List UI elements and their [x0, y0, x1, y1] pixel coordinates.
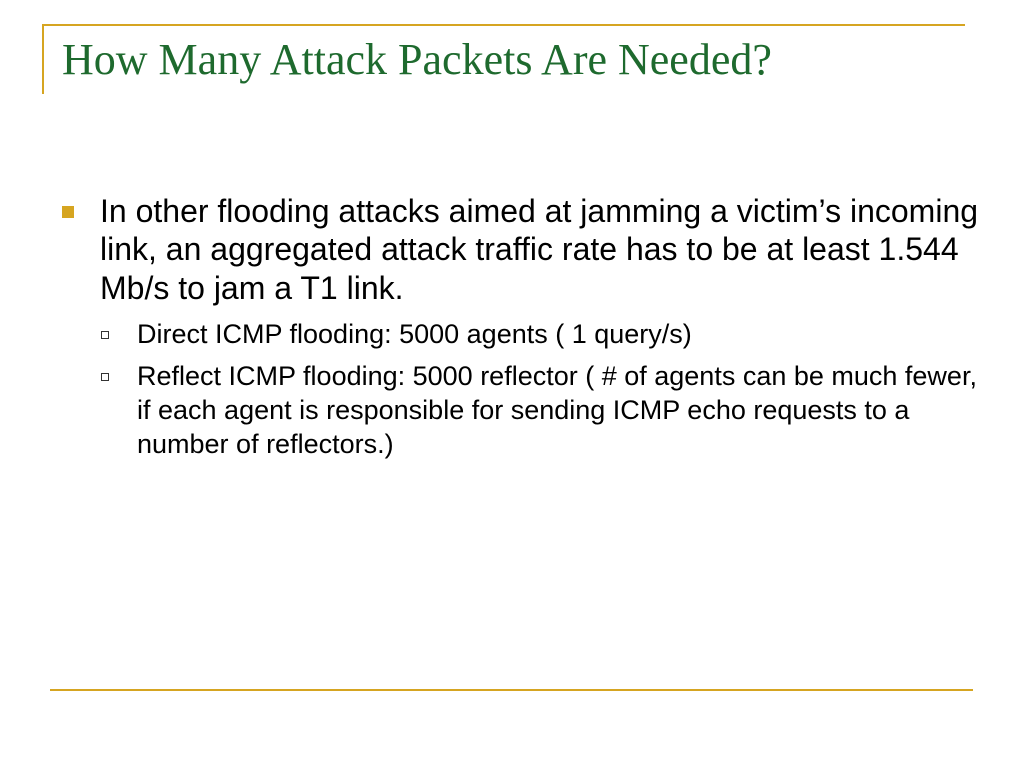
slide-title: How Many Attack Packets Are Needed? — [62, 35, 772, 84]
slide-body — [62, 192, 982, 469]
bullet-item — [62, 192, 982, 307]
frame-left-rule — [42, 24, 44, 94]
frame-bottom-rule — [50, 689, 973, 691]
sub-bullet-item — [100, 359, 982, 461]
square-bullet-icon — [62, 206, 74, 218]
sub-bullet-text: Reflect ICMP flooding: 5000 reflector ( # of agents can be much fewer, if each agent is responsible for sending ICMP echo requests to a number of reflectors.) — [137, 361, 977, 460]
hollow-square-bullet-icon — [101, 331, 109, 339]
sub-bullet-text: Direct ICMP flooding: 5000 agents ( 1 query/s) — [137, 319, 692, 350]
hollow-square-bullet-icon — [101, 373, 109, 381]
sub-bullet-item — [100, 317, 982, 351]
frame-top-rule — [42, 24, 965, 26]
bullet-text: In other flooding attacks aimed at jamming a victim’s incoming link, an aggregated attack traffic rate has to be at least 1.544 Mb/s to jam a T1 link. — [100, 193, 979, 306]
